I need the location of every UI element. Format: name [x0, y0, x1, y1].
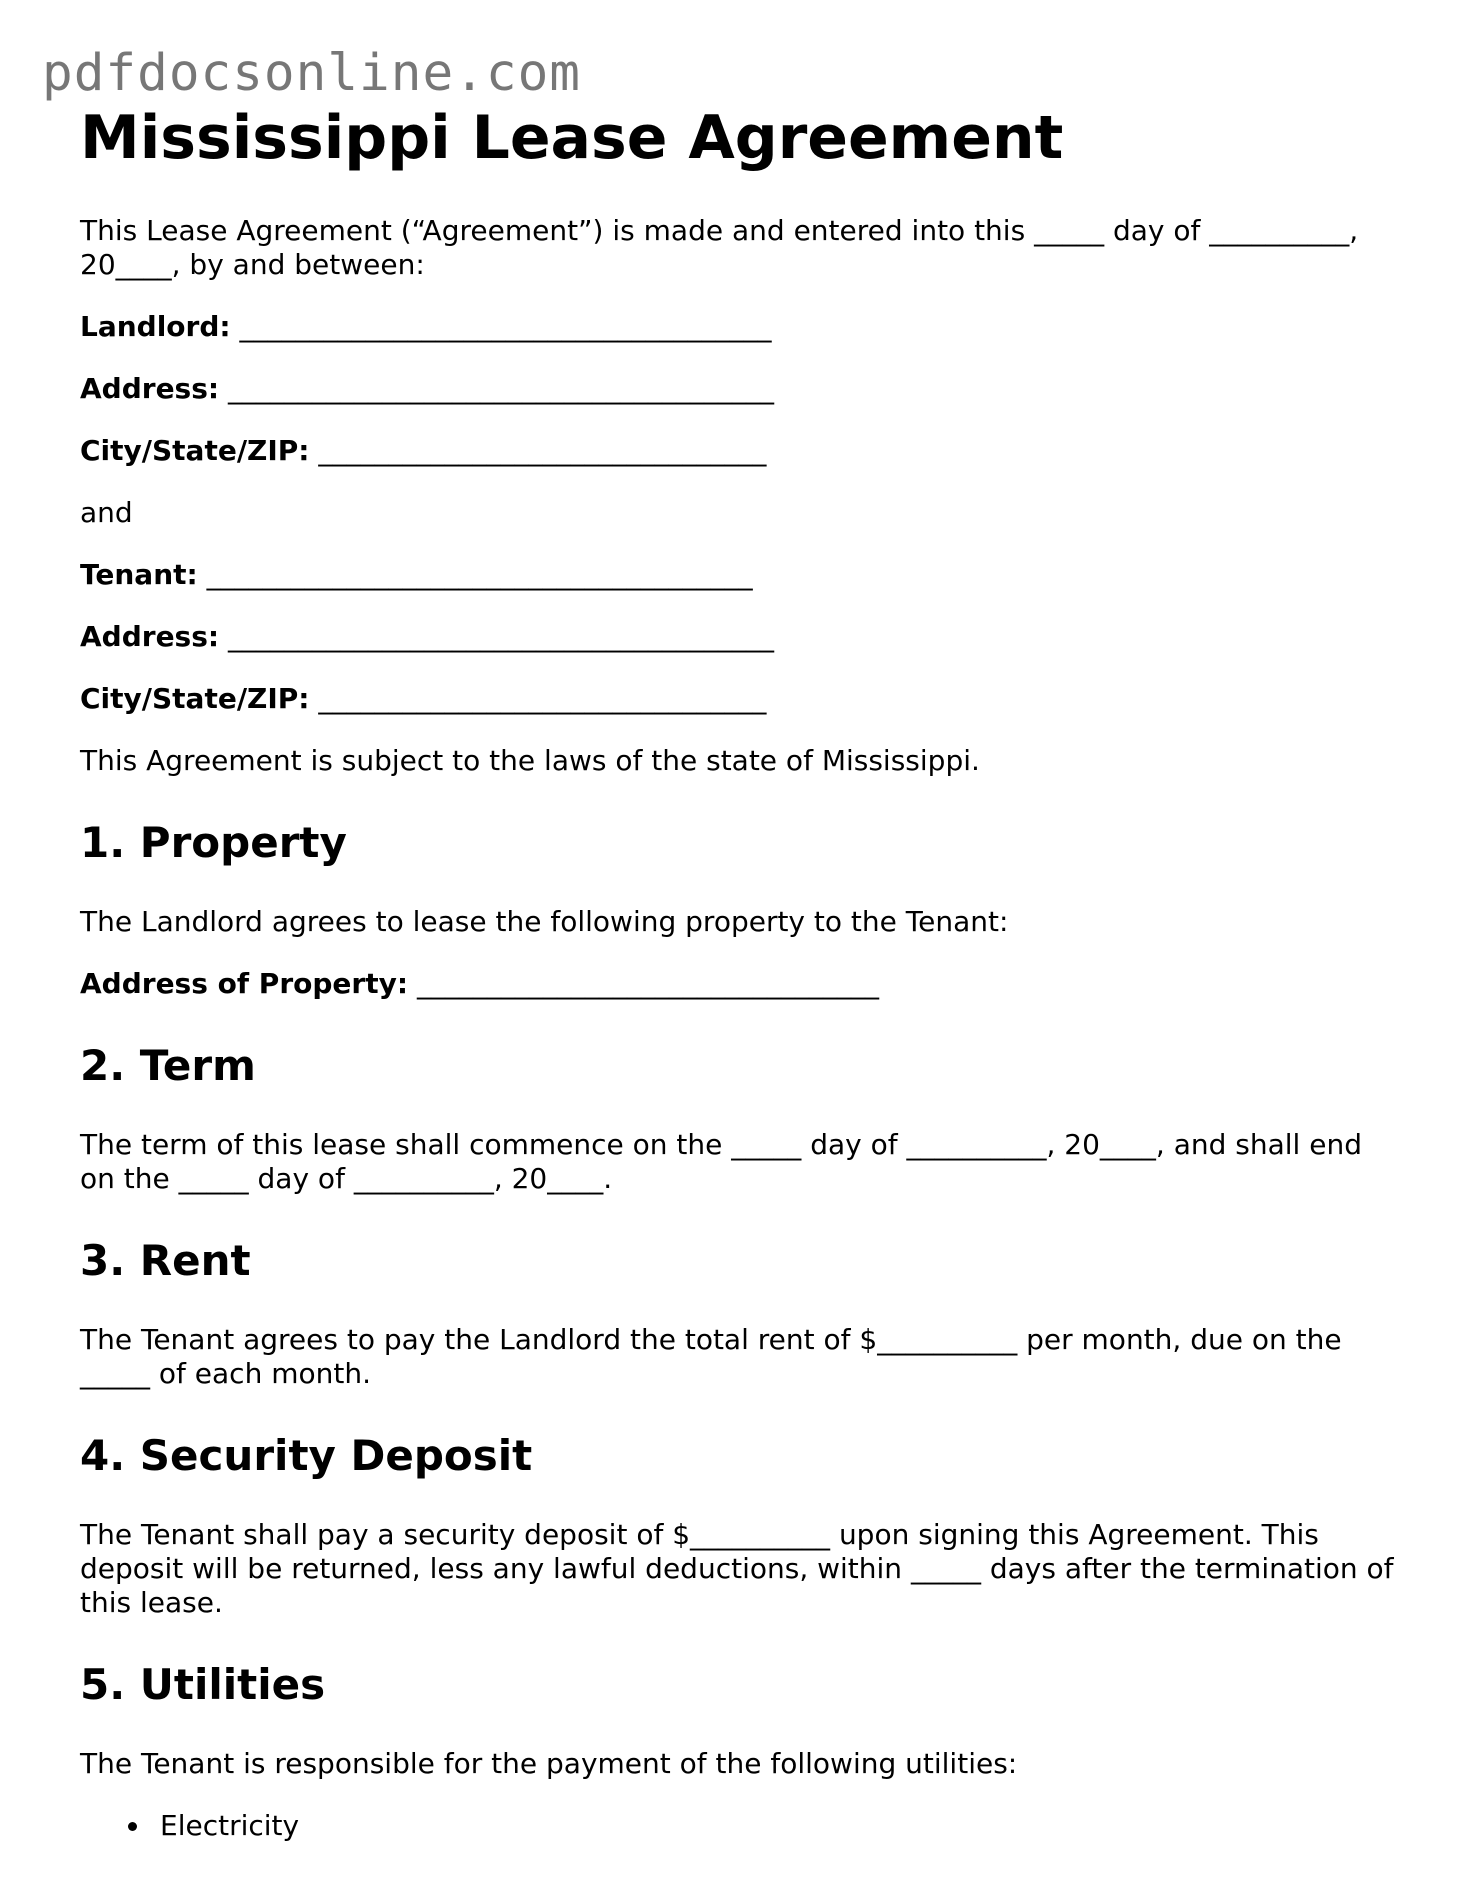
property-address-field — [80, 967, 1400, 1001]
tenant-address-blank: _______________________________________ — [228, 620, 774, 653]
intro-paragraph: This Lease Agreement (“Agreement”) is made and entered into this _____ day of __________, 20____, by and between: — [80, 214, 1359, 281]
section-term-heading: 2. Term — [80, 1041, 256, 1090]
tenant-city-field — [80, 682, 1400, 716]
tenant-address-field — [80, 620, 1400, 654]
section-rent-text: The Tenant agrees to pay the Landlord the total rent of $__________ per month, due on the _____ of each month. — [80, 1323, 1342, 1390]
watermark: pdfdocsonline.com — [42, 44, 581, 103]
landlord-address-blank: _______________________________________ — [228, 372, 774, 405]
and-text: and — [80, 496, 133, 529]
section-deposit-text: The Tenant shall pay a security deposit of $__________ upon signing this Agreement. This deposit will be returned, less any lawful deductions, within _____ days after the termination of this lease. — [80, 1518, 1394, 1619]
tenant-name-label: Tenant: — [80, 558, 198, 591]
property-address-blank: _________________________________ — [416, 967, 879, 1000]
section-utilities-text: The Tenant is responsible for the payment of the following utilities: — [80, 1747, 1018, 1780]
landlord-name-label: Landlord: — [80, 310, 231, 343]
tenant-city-label: City/State/ZIP: — [80, 682, 310, 715]
tenant-city-blank: ________________________________ — [318, 682, 767, 715]
landlord-city-field — [80, 434, 1400, 468]
landlord-city-blank: ________________________________ — [318, 434, 767, 467]
section-property-heading: 1. Property — [80, 818, 347, 867]
tenant-name-blank: _______________________________________ — [206, 558, 753, 591]
section-property-text: The Landlord agrees to lease the following property to the Tenant: — [80, 905, 1009, 938]
utilities-list — [80, 1809, 1400, 1843]
section-term-text: The term of this lease shall commence on the _____ day of __________, 20____, and shall end on the _____ day of __________, 20____. — [80, 1128, 1362, 1195]
landlord-name-field — [80, 310, 1400, 344]
tenant-name-field — [80, 558, 1400, 592]
document-title: Mississippi Lease Agreement — [80, 103, 1064, 173]
landlord-name-blank: ______________________________________ — [239, 310, 772, 343]
tenant-address-label: Address: — [80, 620, 220, 653]
landlord-address-label: Address: — [80, 372, 220, 405]
section-rent-heading: 3. Rent — [80, 1236, 251, 1285]
document-page — [80, 100, 1400, 1843]
section-deposit-heading: 4. Security Deposit — [80, 1431, 533, 1480]
landlord-address-field — [80, 372, 1400, 406]
property-address-label: Address of Property: — [80, 967, 409, 1000]
section-utilities-heading: 5. Utilities — [80, 1660, 326, 1709]
landlord-city-label: City/State/ZIP: — [80, 434, 310, 467]
utilities-list-item: • Electricity — [152, 1809, 1400, 1843]
governing-law-text: This Agreement is subject to the laws of the state of Mississippi. — [80, 744, 980, 777]
